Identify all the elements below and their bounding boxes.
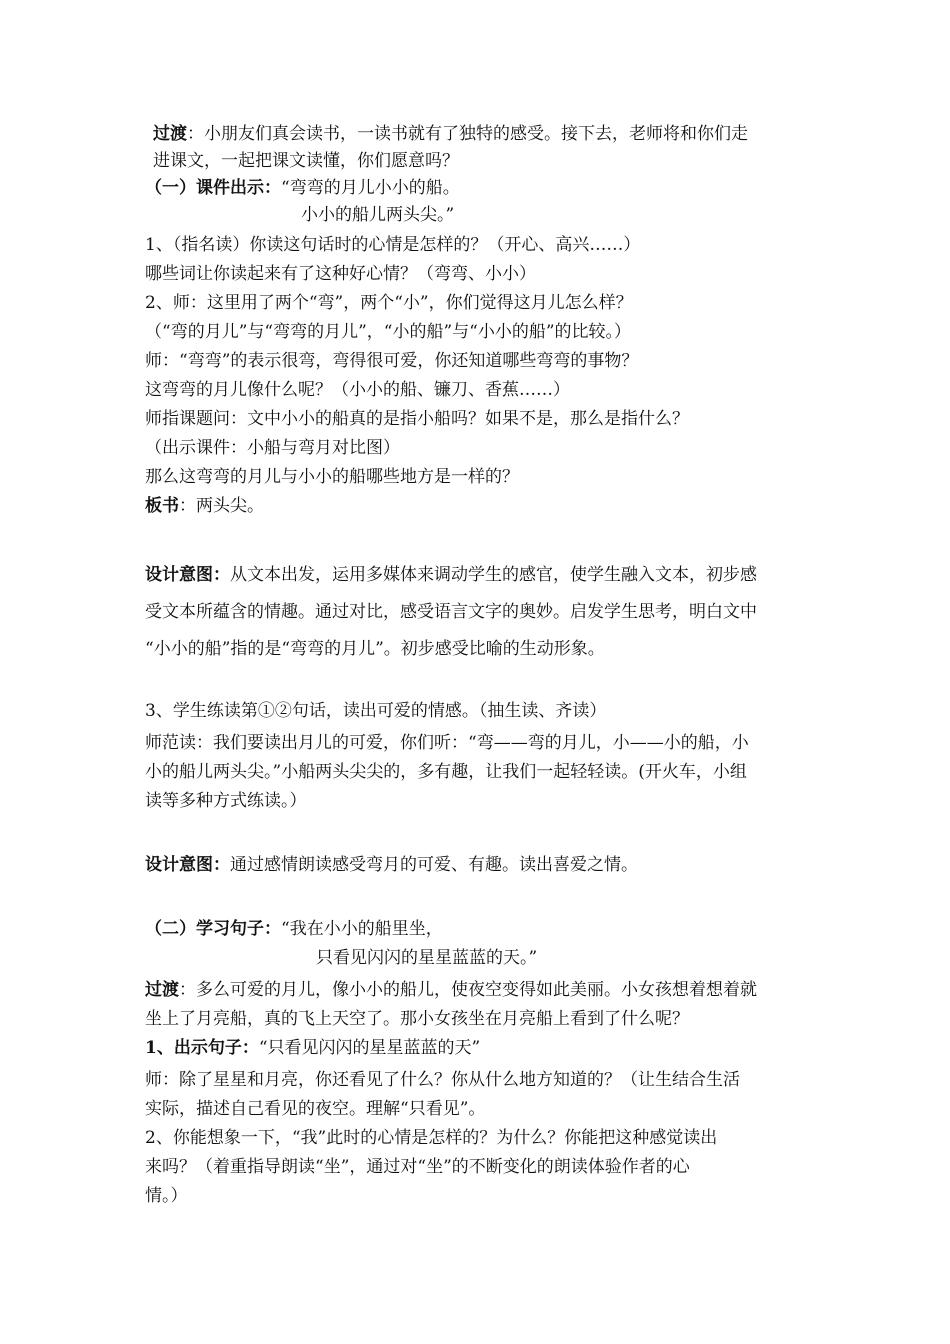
body-line (145, 262, 536, 286)
line-text: “小小的船”指的是“弯弯的月儿”。初步感受比喻的生动形象。 (145, 639, 605, 659)
line-text: 小小的船儿两头尖。” (301, 205, 455, 225)
transition-label: 过渡 (153, 124, 187, 144)
body-line (145, 731, 749, 755)
line-text: 坐上了月亮船，真的飞上天空了。那小女孩坐在月亮船上看到了什么呢？ (145, 1009, 689, 1029)
body-line (145, 1155, 690, 1179)
body-line (145, 699, 606, 723)
blackboard-line (145, 494, 264, 518)
line-text: 实际，描述自己看见的夜空。理解“只看见”。 (145, 1099, 486, 1119)
line-text: ：两头尖。 (179, 496, 264, 516)
body-line (145, 760, 747, 784)
line-text: 进课文，一起把课文读懂，你们愿意吗？ (153, 151, 459, 171)
design-intent-1 (145, 563, 757, 587)
transition-label: 过渡 (145, 980, 179, 1000)
design-intent-2 (145, 853, 638, 877)
line-text: 师：“弯弯”的表示很弯，弯得很可爱，你还知道哪些弯弯的事物？ (145, 351, 639, 371)
section-one-heading (145, 176, 460, 200)
quote-line (316, 946, 537, 970)
body-line (145, 407, 689, 431)
section-label: （二）学习句子： (145, 919, 281, 939)
blackboard-label: 板书 (145, 496, 179, 516)
line-text: 1、（指名读）你读这句话时的心情是怎样的？（开心、高兴……） (145, 235, 641, 255)
line-text: 2、师：这里用了两个“弯”，两个“小”，你们觉得这月儿怎么样？ (145, 293, 633, 313)
design-intent-label: 设计意图： (145, 565, 230, 585)
line-text: 那么这弯弯的月儿与小小的船哪些地方是一样的？ (145, 467, 519, 487)
line-text: 从文本出发，运用多媒体来调动学生的感官，使学生融入文本，初步感 (230, 565, 757, 585)
body-line (145, 291, 633, 315)
show-sentence-line (145, 1036, 480, 1060)
body-line (145, 789, 307, 813)
line-text: ：小朋友们真会读书，一读书就有了独特的感受。接下去，老师将和你们走 (187, 124, 748, 144)
line-text: 3、学生练读第①②句话，读出可爱的情感。（抽生读、齐读） (145, 701, 607, 721)
quote-line (301, 203, 454, 227)
line-text: 只看见闪闪的星星蓝蓝的天。” (316, 948, 538, 968)
line-text: 小的船儿两头尖。”小船两头尖尖的，多有趣，让我们一起轻轻读。(开火车，小组 (145, 762, 747, 782)
body-line (145, 1007, 689, 1031)
body-line (145, 1097, 485, 1121)
transition-line-3 (145, 978, 757, 1002)
line-text: 哪些词让你读起来有了这种好心情？（弯弯、小小） (145, 264, 536, 284)
line-text: 师：除了星星和月亮，你还看见了什么？你从什么地方知道的？（让生结合生活 (145, 1070, 740, 1090)
line-text: （出示课件：小船与弯月对比图） (145, 438, 400, 458)
transition-line-2 (153, 149, 459, 173)
body-line (145, 436, 400, 460)
line-text: “弯弯的月儿小小的船。 (281, 178, 460, 198)
transition-line-1 (153, 122, 748, 146)
section-two-heading (145, 917, 443, 941)
body-line (145, 349, 638, 373)
design-intent-line (145, 637, 605, 661)
line-text: 读等多种方式练读。） (145, 791, 307, 811)
line-text: （“弯的月儿”与“弯弯的月儿”，“小的船”与“小小的船”的比较。） (145, 322, 632, 342)
line-text: 师范读：我们要读出月儿的可爱，你们听：“弯——弯的月儿，小——小的船，小 (145, 733, 749, 753)
body-line (145, 1068, 740, 1092)
design-intent-line (145, 600, 757, 624)
body-line (145, 1126, 717, 1150)
design-intent-label: 设计意图： (145, 855, 230, 875)
line-text: ：多么可爱的月儿，像小小的船儿，使夜空变得如此美丽。小女孩想着想着就 (179, 980, 757, 1000)
line-text: 2、你能想象一下，“我”此时的心情是怎样的？为什么？你能把这种感觉读出 (145, 1128, 718, 1148)
line-text: 来吗？（着重指导朗读“坐”，通过对“坐”的不断变化的朗读体验作者的心 (145, 1157, 690, 1177)
line-text: 受文本所蕴含的情趣。通过对比，感受语言文字的奥妙。启发学生思考，明白文中 (145, 602, 757, 622)
line-text: 师指课题问：文中小小的船真的是指小船吗？如果不是，那么是指什么？ (145, 409, 689, 429)
line-text: “我在小小的船里坐， (281, 919, 443, 939)
body-line (145, 465, 519, 489)
line-text: 通过感情朗读感受弯月的可爱、有趣。读出喜爱之情。 (230, 855, 638, 875)
line-text: 这弯弯的月儿像什么呢？（小小的船、镰刀、香蕉……） (145, 380, 570, 400)
show-sentence-label: 1、出示句子： (145, 1038, 259, 1058)
body-line (145, 320, 631, 344)
section-label: （一）课件出示： (145, 178, 281, 198)
line-text: “只看见闪闪的星星蓝蓝的天” (258, 1038, 481, 1058)
body-line (145, 233, 640, 257)
line-text: 情。） (145, 1186, 188, 1206)
body-line (145, 378, 570, 402)
body-line (145, 1184, 188, 1208)
